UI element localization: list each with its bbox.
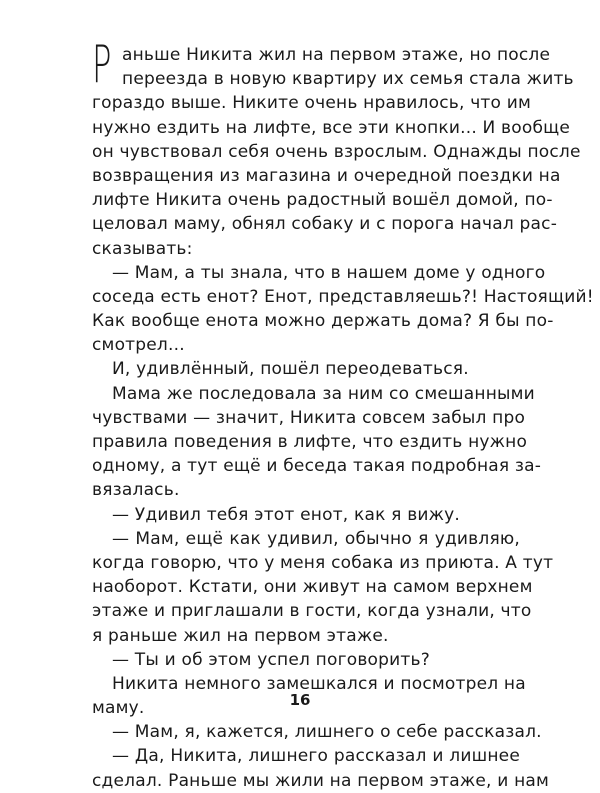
text-line: когда говорю, что у меня собака из приюта. А тут xyxy=(92,552,554,573)
text-line: сделал. Раньше мы жили на первом этаже, и нам xyxy=(92,770,550,791)
text-line: маму. xyxy=(92,698,145,719)
text-line: я раньше жил на первом этаже. xyxy=(92,625,389,646)
text-line: Мама же последовала за ним со смешанными xyxy=(112,383,535,404)
text-line: сказывать: xyxy=(92,238,193,259)
text-line: — Удивил тебя этот енот, как я вижу. xyxy=(112,504,461,525)
text-line: — Да, Никита, лишнего рассказал и лишнее xyxy=(112,746,520,767)
page-number: 16 xyxy=(289,691,311,709)
text-line: он чувствовал себя очень взрослым. Однажды после xyxy=(92,141,581,162)
text-line: смотрел... xyxy=(92,335,185,356)
text-line: Как вообще енота можно держать дома? Я бы по- xyxy=(92,311,554,332)
text-line: этаже и приглашали в гости, когда узнали, что xyxy=(92,601,532,622)
text-line: аньше Никита жил на первом этаже, но после xyxy=(122,45,551,65)
text-line: И, удивлённый, пошёл переодеваться. xyxy=(112,359,469,380)
text-line: — Мам, я, кажется, лишнего о себе рассказал. xyxy=(112,722,542,743)
body-text xyxy=(92,35,594,793)
text-line: вязалась. xyxy=(92,480,180,501)
text-line: нужно ездить на лифте, все эти кнопки... И вообще xyxy=(92,117,571,138)
drop-cap-letter: Р xyxy=(92,35,112,95)
text-line: чувствами — значит, Никита совсем забыл про xyxy=(92,407,526,428)
text-line: Никита немного замешкался и посмотрел на xyxy=(112,673,526,694)
text-line: переезда в новую квартиру их семья стала жить xyxy=(122,69,574,90)
text-line: — Мам, а ты знала, что в нашем доме у одного xyxy=(112,262,546,283)
text-line: наоборот. Кстати, они живут на самом верхнем xyxy=(92,577,533,598)
text-line: — Ты и об этом успел поговорить? xyxy=(112,649,430,670)
text-line: возвращения из магазина и очередной поездки на xyxy=(92,165,561,186)
text-line: правила поведения в лифте, что ездить нужно xyxy=(92,432,528,452)
text-line: одному, а тут ещё и беседа такая подробная за- xyxy=(92,456,542,477)
text-line: лифте Никита очень радостный вошёл домой, по- xyxy=(92,190,553,211)
text-line: — Мам, ещё как удивил, обычно я удивляю, xyxy=(112,528,520,549)
text-line: целовал маму, обнял собаку и с порога начал рас- xyxy=(92,214,558,235)
text-line: гораздо выше. Никите очень нравилось, что им xyxy=(92,93,532,114)
text-line: соседа есть енот? Енот, представляешь?! Настоящий! xyxy=(92,286,594,307)
